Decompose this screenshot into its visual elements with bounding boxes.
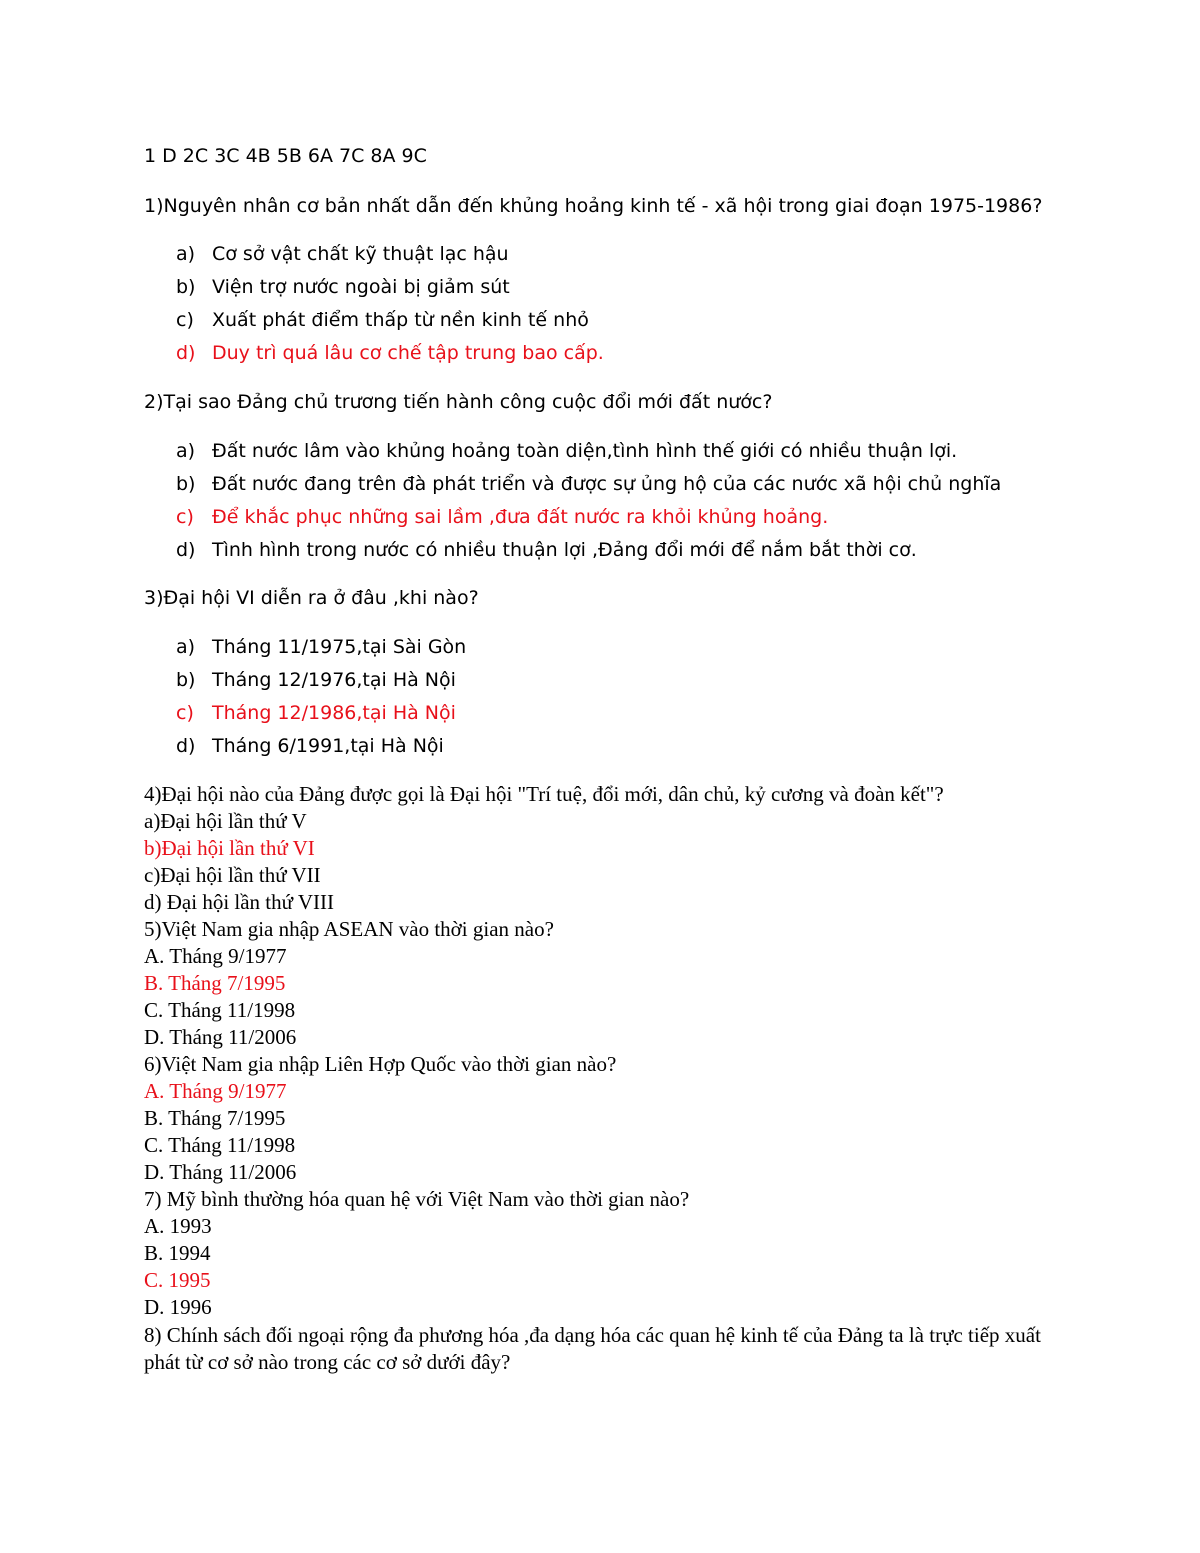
q5-option-d: D. Tháng 11/2006	[144, 1025, 297, 1049]
q4-option-d: d) Đại hội lần thứ VIII	[144, 890, 335, 914]
q5-option-b-correct: B. Tháng 7/1995	[144, 971, 286, 995]
q7-option-b: B. 1994	[144, 1241, 211, 1265]
q1-option-d-mark: d)	[176, 342, 196, 364]
q4-option-c: c)Đại hội lần thứ VII	[144, 863, 321, 887]
q4-option-a: a)Đại hội lần thứ V	[144, 809, 307, 833]
q3-option-a-mark: a)	[176, 636, 196, 658]
question-1: 1)Nguyên nhân cơ bản nhất dẫn đến khủng hoảng kinh tế - xã hội trong giai đoạn 1975-1986?	[144, 195, 1043, 217]
question-5: 5)Việt Nam gia nhập ASEAN vào thời gian nào?	[144, 917, 554, 941]
q6-option-c: C. Tháng 11/1998	[144, 1133, 296, 1157]
q3-option-b-mark: b)	[176, 669, 196, 691]
q7-option-a: A. 1993	[144, 1214, 212, 1238]
question-8: 8) Chính sách đối ngoại rộng đa phương hóa ,đa dạng hóa các quan hệ kinh tế của Đảng ta là trực tiếp xuất phát từ cơ sở nào trong các cơ sở dưới đây?	[144, 1323, 1041, 1374]
q2-option-c-mark: c)	[176, 506, 194, 528]
q7-option-c-correct: C. 1995	[144, 1268, 211, 1292]
q1-option-b-mark: b)	[176, 276, 196, 298]
q1-option-a-mark: a)	[176, 243, 196, 265]
q3-option-b-text: Tháng 12/1976,tại Hà Nội	[212, 669, 456, 691]
q2-option-a-mark: a)	[176, 440, 196, 462]
question-2: 2)Tại sao Đảng chủ trương tiến hành công cuộc đổi mới đất nước?	[144, 391, 773, 413]
question-3: 3)Đại hội VI diễn ra ở đâu ,khi nào?	[144, 587, 479, 609]
q1-option-d-text: Duy trì quá lâu cơ chế tập trung bao cấp.	[212, 342, 604, 364]
q5-option-c: C. Tháng 11/1998	[144, 998, 296, 1022]
q1-option-a-text: Cơ sở vật chất kỹ thuật lạc hậu	[212, 243, 509, 265]
q5-option-a: A. Tháng 9/1977	[144, 944, 287, 968]
q7-option-d: D. 1996	[144, 1295, 212, 1319]
question-6: 6)Việt Nam gia nhập Liên Hợp Quốc vào thời gian nào?	[144, 1052, 617, 1076]
answer-key: 1 D 2C 3C 4B 5B 6A 7C 8A 9C	[144, 145, 427, 167]
question-4: 4)Đại hội nào của Đảng được gọi là Đại hội "Trí tuệ, đổi mới, dân chủ, kỷ cương và đoàn kết"?	[144, 782, 944, 806]
q3-option-d-text: Tháng 6/1991,tại Hà Nội	[212, 735, 444, 757]
question-7: 7) Mỹ bình thường hóa quan hệ với Việt Nam vào thời gian nào?	[144, 1187, 690, 1211]
q2-option-b-mark: b)	[176, 473, 196, 495]
q3-option-c-mark: c)	[176, 702, 194, 724]
q1-option-c-mark: c)	[176, 309, 194, 331]
q4-option-b-correct: b)Đại hội lần thứ VI	[144, 836, 315, 860]
q2-option-a-text: Đất nước lâm vào khủng hoảng toàn diện,tình hình thế giới có nhiều thuận lợi.	[212, 440, 958, 462]
q2-option-b-text: Đất nước đang trên đà phát triển và được sự ủng hộ của các nước xã hội chủ nghĩa	[212, 473, 1002, 495]
q1-option-b-text: Viện trợ nước ngoài bị giảm sút	[212, 276, 510, 298]
q2-option-d-mark: d)	[176, 539, 196, 561]
q3-option-a-text: Tháng 11/1975,tại Sài Gòn	[212, 636, 467, 658]
q3-option-c-text: Tháng 12/1986,tại Hà Nội	[212, 702, 456, 724]
q2-option-d-text: Tình hình trong nước có nhiều thuận lợi ,Đảng đổi mới để nắm bắt thời cơ.	[212, 539, 917, 561]
q6-option-b: B. Tháng 7/1995	[144, 1106, 286, 1130]
q1-option-c-text: Xuất phát điểm thấp từ nền kinh tế nhỏ	[212, 309, 589, 331]
q6-option-d: D. Tháng 11/2006	[144, 1160, 297, 1184]
q6-option-a-correct: A. Tháng 9/1977	[144, 1079, 287, 1103]
q3-option-d-mark: d)	[176, 735, 196, 757]
q2-option-c-text: Để khắc phục những sai lầm ,đưa đất nước ra khỏi khủng hoảng.	[212, 506, 829, 528]
